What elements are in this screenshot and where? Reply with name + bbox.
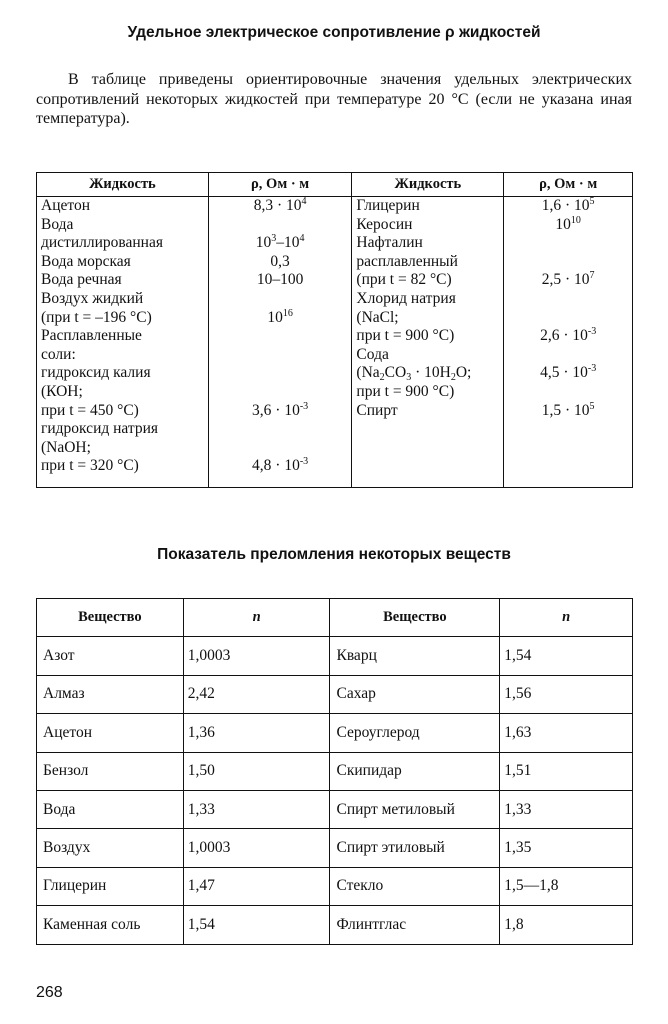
liquid-name: (при t = 82 °С) [356,271,452,289]
intro-text: В таблице приведены ориентировочные значения удельных электрических сопротивлений некоторых жидкостей при температуре 20 °С (если не указана иная температура). [36,71,632,127]
resistivity-title: Удельное электрическое сопротивление ρ жидкостей [127,24,541,41]
substance-name: Кварц [330,637,500,675]
refraction-value: 1,50 [183,752,330,790]
table-row [37,867,633,905]
substance-name: Сахар [330,675,500,713]
table-row [37,637,633,675]
rho-value [209,290,352,309]
refraction-value: 1,54 [500,637,633,675]
refraction-header-row [37,599,633,637]
liquid-name: соли: [41,345,76,363]
rho-value: 10–100 [256,271,304,289]
rho-value: $2,5 \cdot 10^7$ [541,270,595,289]
refraction-value: 1,8 [500,906,633,944]
liquid-name: Ацетон [41,197,90,214]
left-values-column [208,197,352,488]
soda-formula: ($Na_2CO_3 \cdot 10H_2O$; [356,364,472,384]
substance-name: Воздух [37,829,184,867]
resistivity-intro [36,70,632,129]
rho-value: $4,5 \cdot 10^{-3}$ [540,363,597,382]
header-rho-right: ρ, Ом · м [504,173,633,197]
rho-value [504,234,632,253]
refraction-value: 1,47 [183,867,330,905]
refraction-value: 1,33 [183,790,330,828]
substance-name: Сероуглерод [330,714,500,752]
rho-value [209,383,352,402]
header-liquid-left: Жидкость [37,173,209,197]
rho-value: $1,6 \cdot 10^5$ [541,196,595,214]
liquid-name: Хлорид натрия [356,289,456,307]
resistivity-table [36,172,633,488]
table-row [37,752,633,790]
liquid-name: гидроксид калия [41,364,151,382]
rho-value: $2,6 \cdot 10^{-3}$ [540,326,597,345]
header-n-right: n [500,599,633,637]
table-row [37,906,633,944]
liquid-name: (NaCl; [356,308,399,326]
liquid-name: (КОН; [41,382,83,400]
substance-name: Глицерин [37,867,184,905]
rho-value: $10^{10}$ [555,214,581,233]
page-number: 268 [36,984,63,1001]
substance-name: Спирт метиловый [330,790,500,828]
rho-value [504,346,632,365]
liquid-name: при t = 900 °С) [356,382,455,400]
liquid-name: при t = 320 °С) [41,457,139,475]
refraction-value: 1,0003 [183,637,330,675]
liquid-name: (при t = –196 °С) [41,308,152,326]
liquid-name: Сода [356,345,389,363]
liquid-name: Нафталин [356,234,423,252]
rho-value: $8,3 \cdot 10^4$ [253,196,307,214]
right-values-column [504,197,633,488]
refraction-value: 1,33 [500,790,633,828]
table-row [37,829,633,867]
header-substance-left: Вещество [37,599,184,637]
table-row [37,714,633,752]
rho-value [209,216,352,235]
header-n-left: n [183,599,330,637]
right-names-column [352,197,504,488]
rho-value [504,253,632,272]
resistivity-body-row [37,197,633,488]
rho-value: 0,3 [270,252,290,270]
refraction-value: 2,42 [183,675,330,713]
refraction-value: 1,5—1,8 [500,867,633,905]
rho-value [209,420,352,439]
liquid-name: Глицерин [356,197,420,214]
liquid-name: Расплавленные [41,327,142,345]
table-row [37,790,633,828]
rho-value: $10^3-10^4$ [255,233,305,252]
liquid-name: (NaOH; [41,438,91,456]
rho-value [504,309,632,328]
refraction-value: 1,36 [183,714,330,752]
liquid-name: Спирт [356,401,398,419]
rho-value [209,327,352,346]
liquid-name: Керосин [356,215,413,233]
refraction-value: 1,35 [500,829,633,867]
rho-value: $1,5 \cdot 10^5$ [541,400,595,419]
rho-value: $4,8 \cdot 10^{-3}$ [252,456,309,475]
liquid-name: Вода речная [41,271,122,289]
resistivity-header-row [37,173,633,197]
table-row [37,675,633,713]
refraction-value: 1,63 [500,714,633,752]
liquid-name: Вода морская [41,252,131,270]
substance-name: Скипидар [330,752,500,790]
left-names-column [37,197,209,488]
substance-name: Каменная соль [37,906,184,944]
rho-value [504,383,632,402]
refraction-value: 1,54 [183,906,330,944]
substance-name: Алмаз [37,675,184,713]
liquid-name: дистиллированная [41,234,163,252]
substance-name: Флинтглас [330,906,500,944]
refraction-value: 1,51 [500,752,633,790]
liquid-name: расплавленный [356,252,458,270]
rho-value: $3,6 \cdot 10^{-3}$ [252,400,309,419]
header-liquid-right: Жидкость [352,173,504,197]
rho-value [209,439,352,458]
refraction-table [36,598,633,945]
rho-value [504,290,632,309]
substance-name: Стекло [330,867,500,905]
refraction-value: 1,56 [500,675,633,713]
substance-name: Вода [37,790,184,828]
substance-name: Ацетон [37,714,184,752]
refraction-value: 1,0003 [183,829,330,867]
substance-name: Спирт этиловый [330,829,500,867]
substance-name: Азот [37,637,184,675]
refraction-title: Показатель преломления некоторых веществ [157,546,511,563]
header-substance-right: Вещество [330,599,500,637]
liquid-name: при t = 450 °С) [41,401,139,419]
liquid-name: при t = 900 °С) [356,327,455,345]
substance-name: Бензол [37,752,184,790]
liquid-name: гидроксид натрия [41,420,159,438]
liquid-name: Вода [41,215,74,233]
rho-value [209,364,352,383]
liquid-name: Воздух жидкий [41,289,144,307]
rho-value: $10^{16}$ [267,307,293,326]
header-rho-left: ρ, Ом · м [208,173,352,197]
rho-value [209,346,352,365]
